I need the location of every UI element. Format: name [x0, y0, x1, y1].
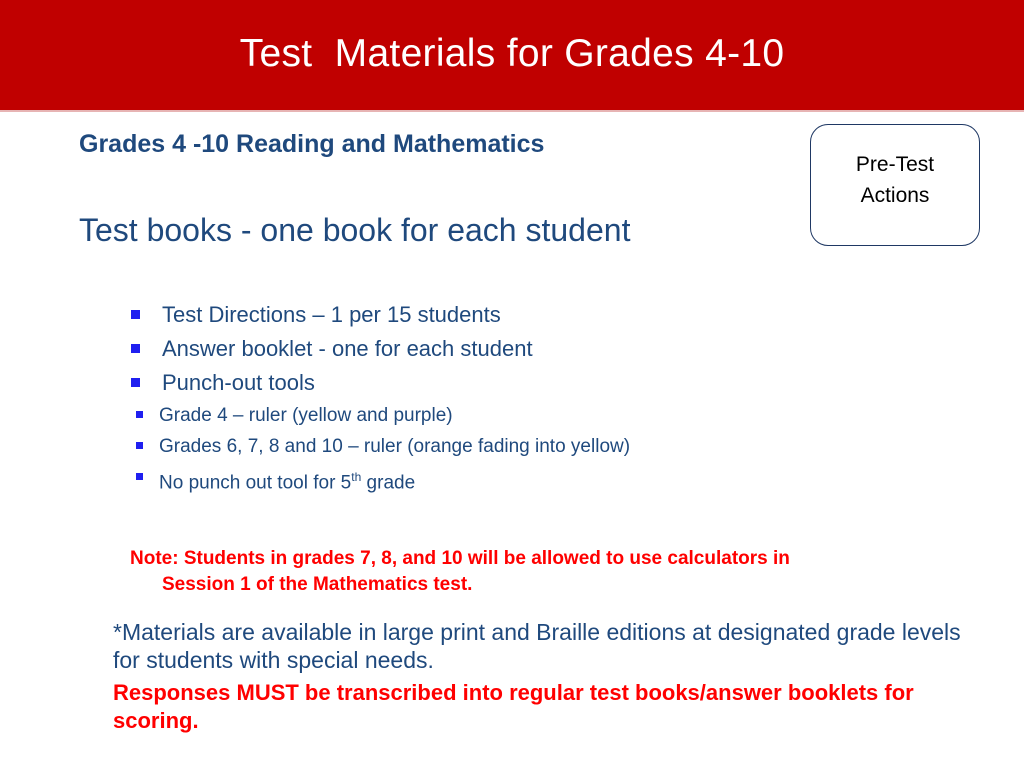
materials-list: [131, 298, 630, 498]
sub-list-item-label: Grade 4 – ruler (yellow and purple): [159, 405, 453, 426]
callout-line-2: Actions: [860, 183, 930, 207]
main-statement: Test books - one book for each student: [79, 212, 631, 248]
list-item-label: Test Directions – 1 per 15 students: [162, 302, 501, 327]
list-item-label: Punch-out tools: [162, 370, 315, 395]
square-bullet-icon: [136, 442, 143, 449]
callout-line-1: Pre-Test: [855, 152, 935, 176]
sub-list-item-label-end: grade: [361, 472, 416, 494]
pre-test-actions-callout: [810, 124, 980, 246]
note-line-2: Session 1 of the Mathematics test.: [162, 574, 473, 595]
list-item: [131, 366, 630, 498]
note-line-1: Note: Students in grades 7, 8, and 10 will be allowed to use calculators in: [130, 548, 790, 569]
square-bullet-icon: [131, 344, 140, 353]
punch-out-tools-sublist: [159, 400, 631, 498]
sub-list-item: [136, 431, 630, 462]
subheading: Grades 4 -10 Reading and Mathematics: [79, 130, 545, 158]
list-item: [131, 298, 630, 332]
callout-text: [835, 149, 955, 211]
sub-list-item-label-start: No punch out tool for 5: [159, 472, 352, 494]
list-item-label: Answer booklet - one for each student: [162, 336, 533, 361]
slide-title: Test Materials for Grades 4-10: [239, 32, 785, 75]
square-bullet-icon: [131, 378, 140, 387]
calculator-note: [130, 546, 920, 598]
ordinal-superscript: th: [351, 470, 362, 484]
square-bullet-icon: [136, 411, 143, 418]
special-editions-text: *Materials are available in large print and Braille editions at designated grade levels for students with special needs.: [113, 619, 961, 673]
square-bullet-icon: [136, 473, 143, 480]
list-item: [131, 332, 630, 366]
title-bar: [0, 0, 1024, 112]
sub-list-item: [136, 400, 630, 431]
transcription-warning: Responses MUST be transcribed into regular test books/answer booklets for scoring.: [113, 680, 914, 733]
sub-list-item: [136, 462, 630, 498]
square-bullet-icon: [131, 310, 140, 319]
sub-list-item-label: Grades 6, 7, 8 and 10 – ruler (orange fading into yellow): [159, 436, 631, 457]
